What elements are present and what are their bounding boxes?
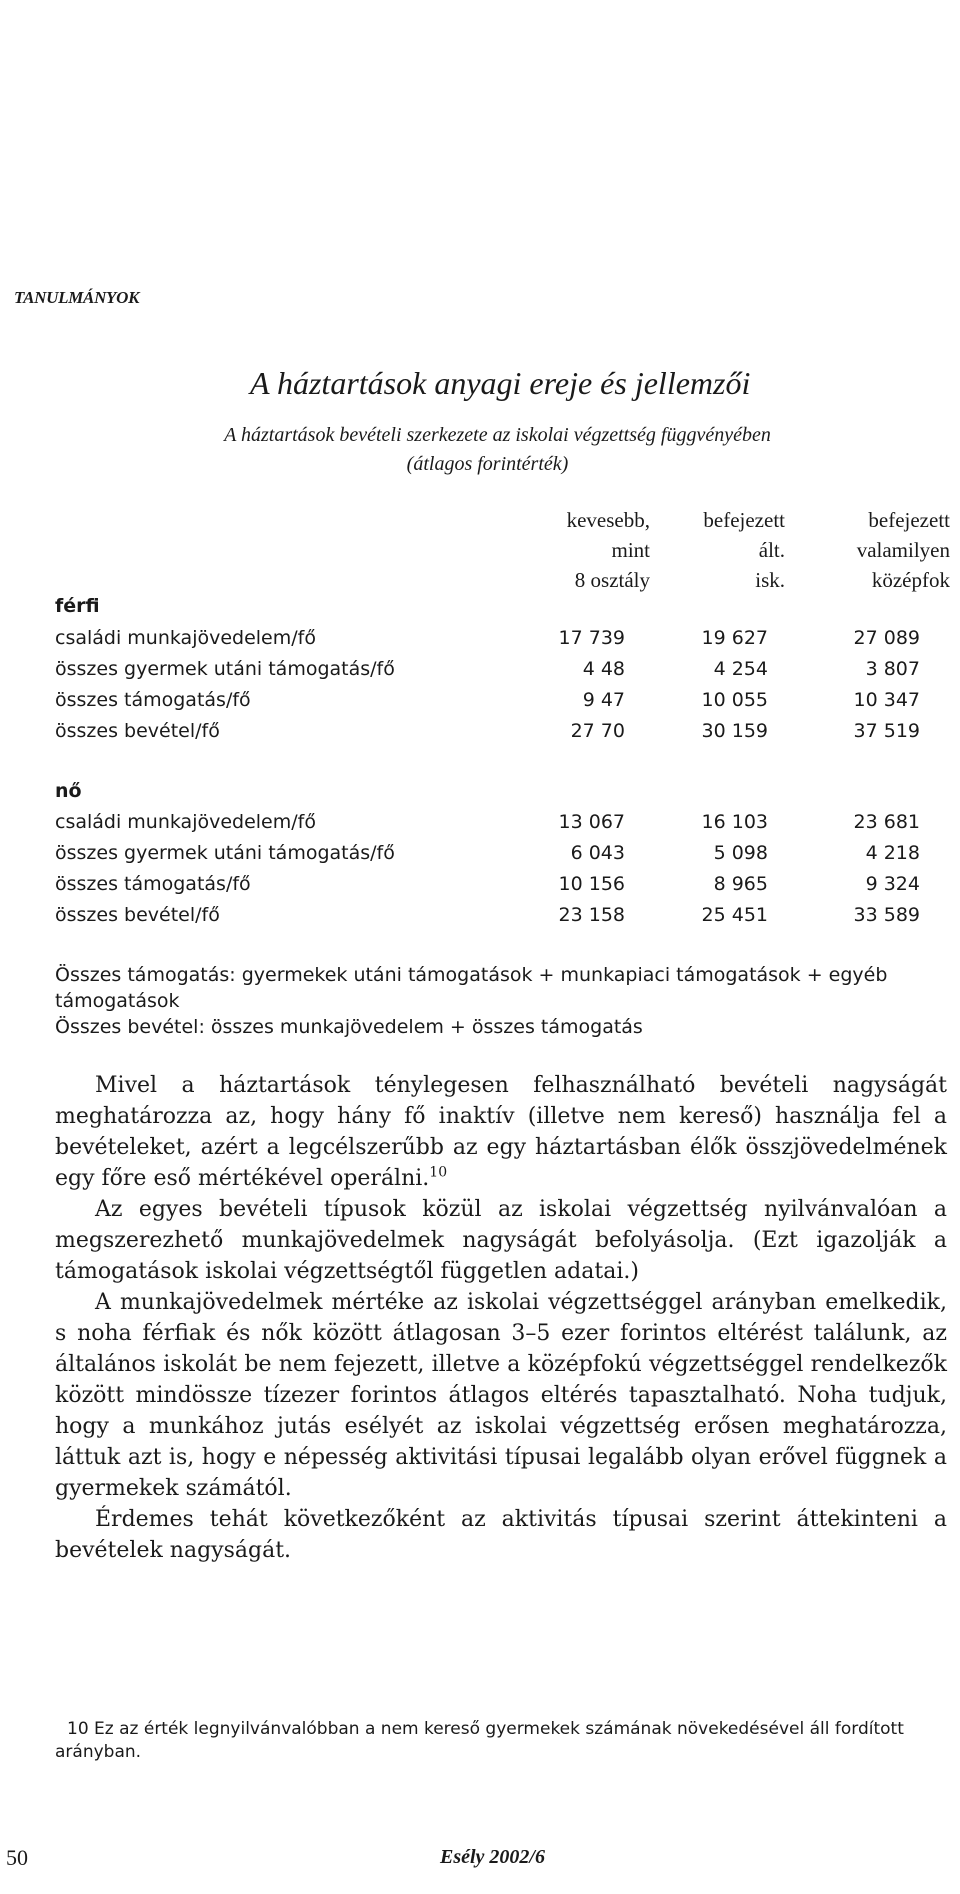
cell-value: 5 098 — [713, 842, 768, 864]
column-header-line: középfok — [871, 568, 950, 592]
table-notes — [55, 962, 945, 1040]
table-row — [0, 627, 960, 658]
table-row — [0, 904, 960, 935]
column-header-line: kevesebb, — [566, 508, 650, 532]
cell-value: 3 807 — [865, 658, 920, 680]
footnote-text: Ez az érték legnyilvánvalóbban a nem kereső gyermekek számának növekedésével áll fordított arányban. — [55, 1719, 904, 1762]
row-label: családi munkajövedelem/fő — [55, 627, 316, 649]
row-label: családi munkajövedelem/fő — [55, 811, 316, 833]
cell-value: 33 589 — [853, 904, 920, 926]
row-label: összes támogatás/fő — [55, 689, 251, 711]
footnote-number: 10 — [67, 1719, 89, 1739]
cell-value: 30 159 — [701, 720, 768, 742]
table-caption-title: A háztartások bevételi szerkezete az iskolai végzettség függvényében — [224, 424, 771, 446]
cell-value: 23 681 — [853, 811, 920, 833]
paragraph: Érdemes tehát következőként az aktivitás típusai szerint áttekinteni a bevételek nagyságát. — [55, 1507, 947, 1563]
column-header-line: isk. — [755, 568, 785, 592]
cell-value: 16 103 — [701, 811, 768, 833]
column-header-line: mint — [611, 538, 650, 562]
table-note-total-income: Összes bevétel: összes munkajövedelem + összes támogatás — [55, 1016, 643, 1038]
row-label: összes támogatás/fő — [55, 873, 251, 895]
column-header-below-8-grades — [520, 505, 650, 595]
table-note-total-support: Összes támogatás: gyermekek utáni támogatások + munkapiaci támogatások + egyéb támogatások — [55, 964, 888, 1012]
cell-value: 25 451 — [701, 904, 768, 926]
cell-value: 17 739 — [558, 627, 625, 649]
cell-value: 27 089 — [853, 627, 920, 649]
column-header-line: ált. — [758, 538, 785, 562]
cell-value: 10 347 — [853, 689, 920, 711]
paragraph: Az egyes bevételi típusok közül az iskolai végzettség nyilvánvalóan a megszerezhető munkajövedelmek nagyságát befolyásolja. (Ezt igazolják a támogatások iskolai végzettségtől független adatai.) — [55, 1197, 947, 1284]
table-row — [0, 842, 960, 873]
column-header-primary-school — [665, 505, 785, 595]
row-label: összes gyermek utáni támogatás/fő — [55, 842, 395, 864]
cell-value: 9 324 — [865, 873, 920, 895]
row-label: összes bevétel/fő — [55, 720, 220, 742]
table-row — [0, 689, 960, 720]
table-row — [0, 811, 960, 842]
cell-value: 13 067 — [558, 811, 625, 833]
article-body — [55, 1070, 947, 1566]
column-header-secondary — [800, 505, 950, 595]
column-header-line: befejezett — [703, 508, 785, 532]
column-header-line: befejezett — [868, 508, 950, 532]
table-caption-unit: (átlagos forintérték) — [406, 453, 569, 475]
cell-value: 19 627 — [701, 627, 768, 649]
cell-value: 4 254 — [713, 658, 768, 680]
paragraph — [55, 1070, 947, 1194]
paragraph: A munkajövedelmek mértéke az iskolai végzettséggel arányban emelkedik, s noha férfiak és nők között átlagosan 3–5 ezer forintos eltérést találunk, az általános iskolát be nem fejezett, illetve a középfokú végzettséggel rendelkezők között mindössze tízezer forintos átlagos eltérés tapasztalható. Noha tudjuk, hogy a munkához jutás esélyét az iskolai végzettség erősen meghatározza, láttuk azt is, hogy e népesség aktivitási típusai legalább olyan erővel függnek a gyermekek számától. — [55, 1290, 947, 1501]
cell-value: 37 519 — [853, 720, 920, 742]
footnote — [55, 1718, 945, 1764]
cell-value: 4 218 — [865, 842, 920, 864]
cell-value: 10 156 — [558, 873, 625, 895]
cell-value: 8 965 — [713, 873, 768, 895]
group-label-women: nő — [55, 780, 82, 802]
row-label: összes gyermek utáni támogatás/fő — [55, 658, 395, 680]
cell-value: 27 70 — [570, 720, 625, 742]
column-header-line: valamilyen — [856, 538, 950, 562]
cell-value: 4 48 — [582, 658, 625, 680]
group-label-men: férfi — [55, 595, 100, 617]
table-row — [0, 873, 960, 904]
section-label: TANULMÁNYOK — [14, 288, 140, 307]
journal-name: Esély 2002/6 — [440, 1846, 545, 1868]
column-header-line: 8 osztály — [574, 568, 650, 592]
article-title: A háztartások anyagi ereje és jellemzői — [250, 365, 751, 401]
table-caption — [0, 421, 960, 479]
table-row — [0, 720, 960, 751]
cell-value: 9 47 — [582, 689, 625, 711]
cell-value: 10 055 — [701, 689, 768, 711]
row-label: összes bevétel/fő — [55, 904, 220, 926]
footnote-reference[interactable]: 10 — [429, 1164, 448, 1181]
cell-value: 23 158 — [558, 904, 625, 926]
page-number: 50 — [6, 1845, 28, 1870]
table-row — [0, 658, 960, 689]
cell-value: 6 043 — [570, 842, 625, 864]
paragraph-text: Mivel a háztartások ténylegesen felhasználható bevételi nagyságát meghatározza az, hogy hány fő inaktív (illetve nem kereső) használja fel a bevételeket, azért a legcélszerűbb az egy háztartásban élők összjövedelmének egy főre eső mértékével operálni. — [55, 1073, 947, 1191]
